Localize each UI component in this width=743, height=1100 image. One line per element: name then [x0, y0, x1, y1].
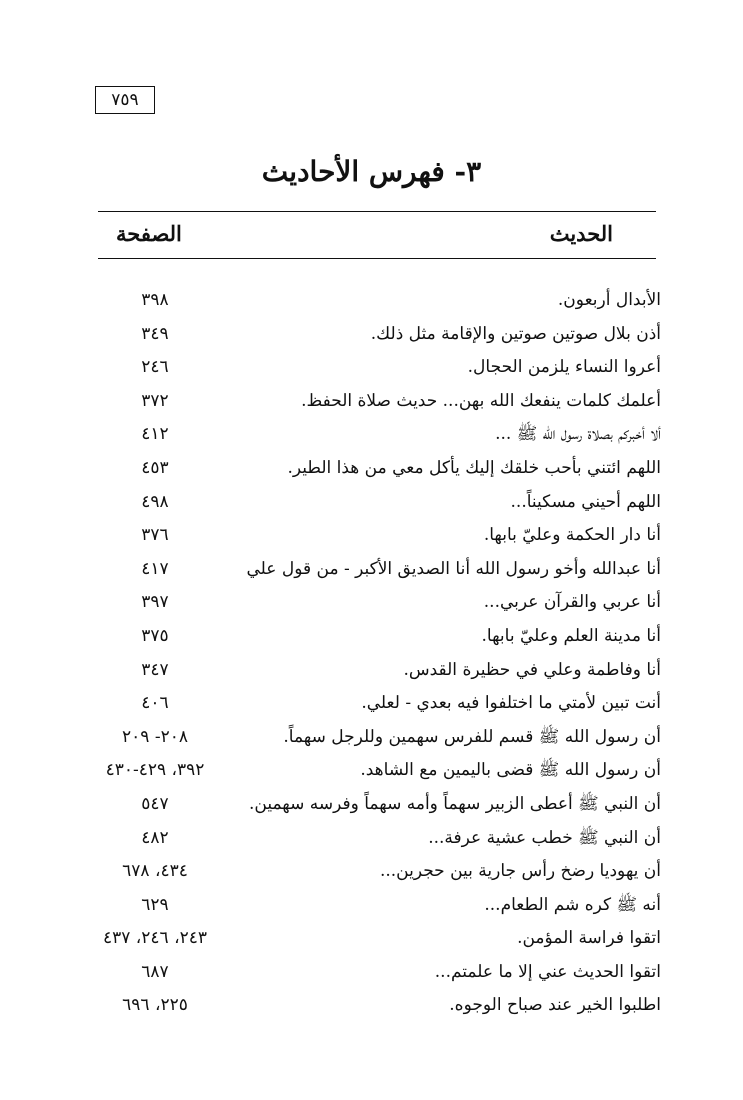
page-reference: ٦٨٧ [141, 961, 169, 982]
hadith-text: الأبدال أربعون. [557, 290, 661, 310]
list-item [0, 958, 743, 992]
page-reference: ٤١٢ [141, 424, 169, 445]
list-item [0, 991, 743, 1025]
list-item [0, 891, 743, 925]
hadith-text: أنه ﷺ كره شم الطعام... [484, 894, 661, 915]
hadith-text: ألا أخبركم بصلاة رسول الله ﷺ ... [495, 424, 661, 445]
hadith-text: أن النبي ﷺ خطب عشية عرفة... [428, 827, 661, 848]
list-item [0, 353, 743, 387]
list-item [0, 689, 743, 723]
list-item [0, 790, 743, 824]
header-bottom-rule [98, 258, 656, 259]
page-reference: ٣٧٢ [141, 390, 169, 411]
page-reference: ٤٠٦ [141, 693, 169, 714]
list-item [0, 622, 743, 656]
page-reference: ٣٤٧ [141, 659, 169, 680]
list-item [0, 824, 743, 858]
column-header-page: الصفحة [116, 221, 182, 246]
column-header-hadith: الحديث [549, 221, 613, 246]
hadith-text: أنا وفاطمة وعلي في حظيرة القدس. [403, 659, 661, 680]
page-reference: ٤١٧ [141, 558, 169, 579]
page-reference: ٤٨٢ [141, 827, 169, 848]
hadith-text: أنا عبدالله وأخو رسول الله أنا الصديق الأكبر - من قول علي [246, 558, 661, 579]
list-item [0, 454, 743, 488]
page-reference: ٤٥٣ [141, 457, 169, 478]
hadith-text: أن يهوديا رضخ رأس جارية بين حجرين... [379, 861, 661, 882]
list-item [0, 320, 743, 354]
page-number: ٧٥٩ [95, 86, 155, 114]
hadith-text: اللهم أحيني مسكيناً... [510, 491, 661, 512]
hadith-text: اطلبوا الخير عند صباح الوجوه. [449, 995, 661, 1016]
hadith-text: أنا مدينة العلم وعليّ بابها. [481, 625, 661, 646]
list-item [0, 488, 743, 522]
list-item [0, 286, 743, 320]
hadith-text: أن النبي ﷺ أعطى الزبير سهماً وأمه سهماً وفرسه سهمين. [248, 793, 661, 814]
hadith-text: أذن بلال صوتين صوتين والإقامة مثل ذلك. [370, 323, 661, 344]
hadith-text: أن رسول الله ﷺ قضى باليمين مع الشاهد. [360, 760, 661, 781]
page-reference: ٣٧٦ [141, 525, 169, 546]
hadith-text: أعروا النساء يلزمن الحجال. [467, 357, 661, 378]
list-item [0, 387, 743, 421]
hadith-text: أنا دار الحكمة وعليّ بابها. [483, 525, 661, 546]
list-item [0, 420, 743, 454]
page-reference: ٢٢٥، ٦٩٦ [122, 995, 188, 1016]
hadith-text: أن رسول الله ﷺ قسم للفرس سهمين وللرجل سهماً. [283, 726, 661, 747]
hadith-index-list [0, 286, 743, 1025]
page-reference: ٢٤٣، ٢٤٦، ٤٣٧ [103, 928, 207, 949]
page-reference: ٤٣٤، ٦٧٨ [122, 861, 188, 882]
list-item [0, 857, 743, 891]
list-item [0, 924, 743, 958]
page-reference: ٣٩٨ [141, 290, 169, 310]
list-item [0, 723, 743, 757]
page-reference: ٣٧٥ [141, 625, 169, 646]
hadith-text: أنت تبين لأمتي ما اختلفوا فيه بعدي - لعلي. [361, 693, 661, 714]
list-item [0, 555, 743, 589]
page-reference: ٤٩٨ [141, 491, 169, 512]
hadith-text: اتقوا فراسة المؤمن. [517, 928, 661, 949]
list-item [0, 588, 743, 622]
hadith-text: اتقوا الحديث عني إلا ما علمتم... [434, 961, 661, 982]
page-reference: ٣٤٩ [141, 323, 169, 344]
hadith-text: أنا عربي والقرآن عربي... [483, 592, 661, 613]
page-reference: ٣٩٢، ٤٢٩-٤٣٠ [105, 760, 205, 781]
page-title: ٣- فهرس الأحاديث [261, 155, 482, 188]
page-reference: ٢٤٦ [141, 357, 169, 378]
page-reference: ٥٤٧ [141, 793, 169, 814]
page-reference: ٣٩٧ [141, 592, 169, 613]
page-reference: ٦٢٩ [141, 894, 169, 915]
hadith-text: اللهم ائتني بأحب خلقك إليك يأكل معي من هذا الطير. [287, 457, 661, 478]
header-top-rule [98, 211, 656, 212]
list-item [0, 756, 743, 790]
page-reference: ٢٠٨- ٢٠٩ [122, 726, 188, 747]
list-item [0, 521, 743, 555]
list-item [0, 656, 743, 690]
hadith-text: أعلمك كلمات ينفعك الله بهن... حديث صلاة الحفظ. [301, 390, 661, 411]
